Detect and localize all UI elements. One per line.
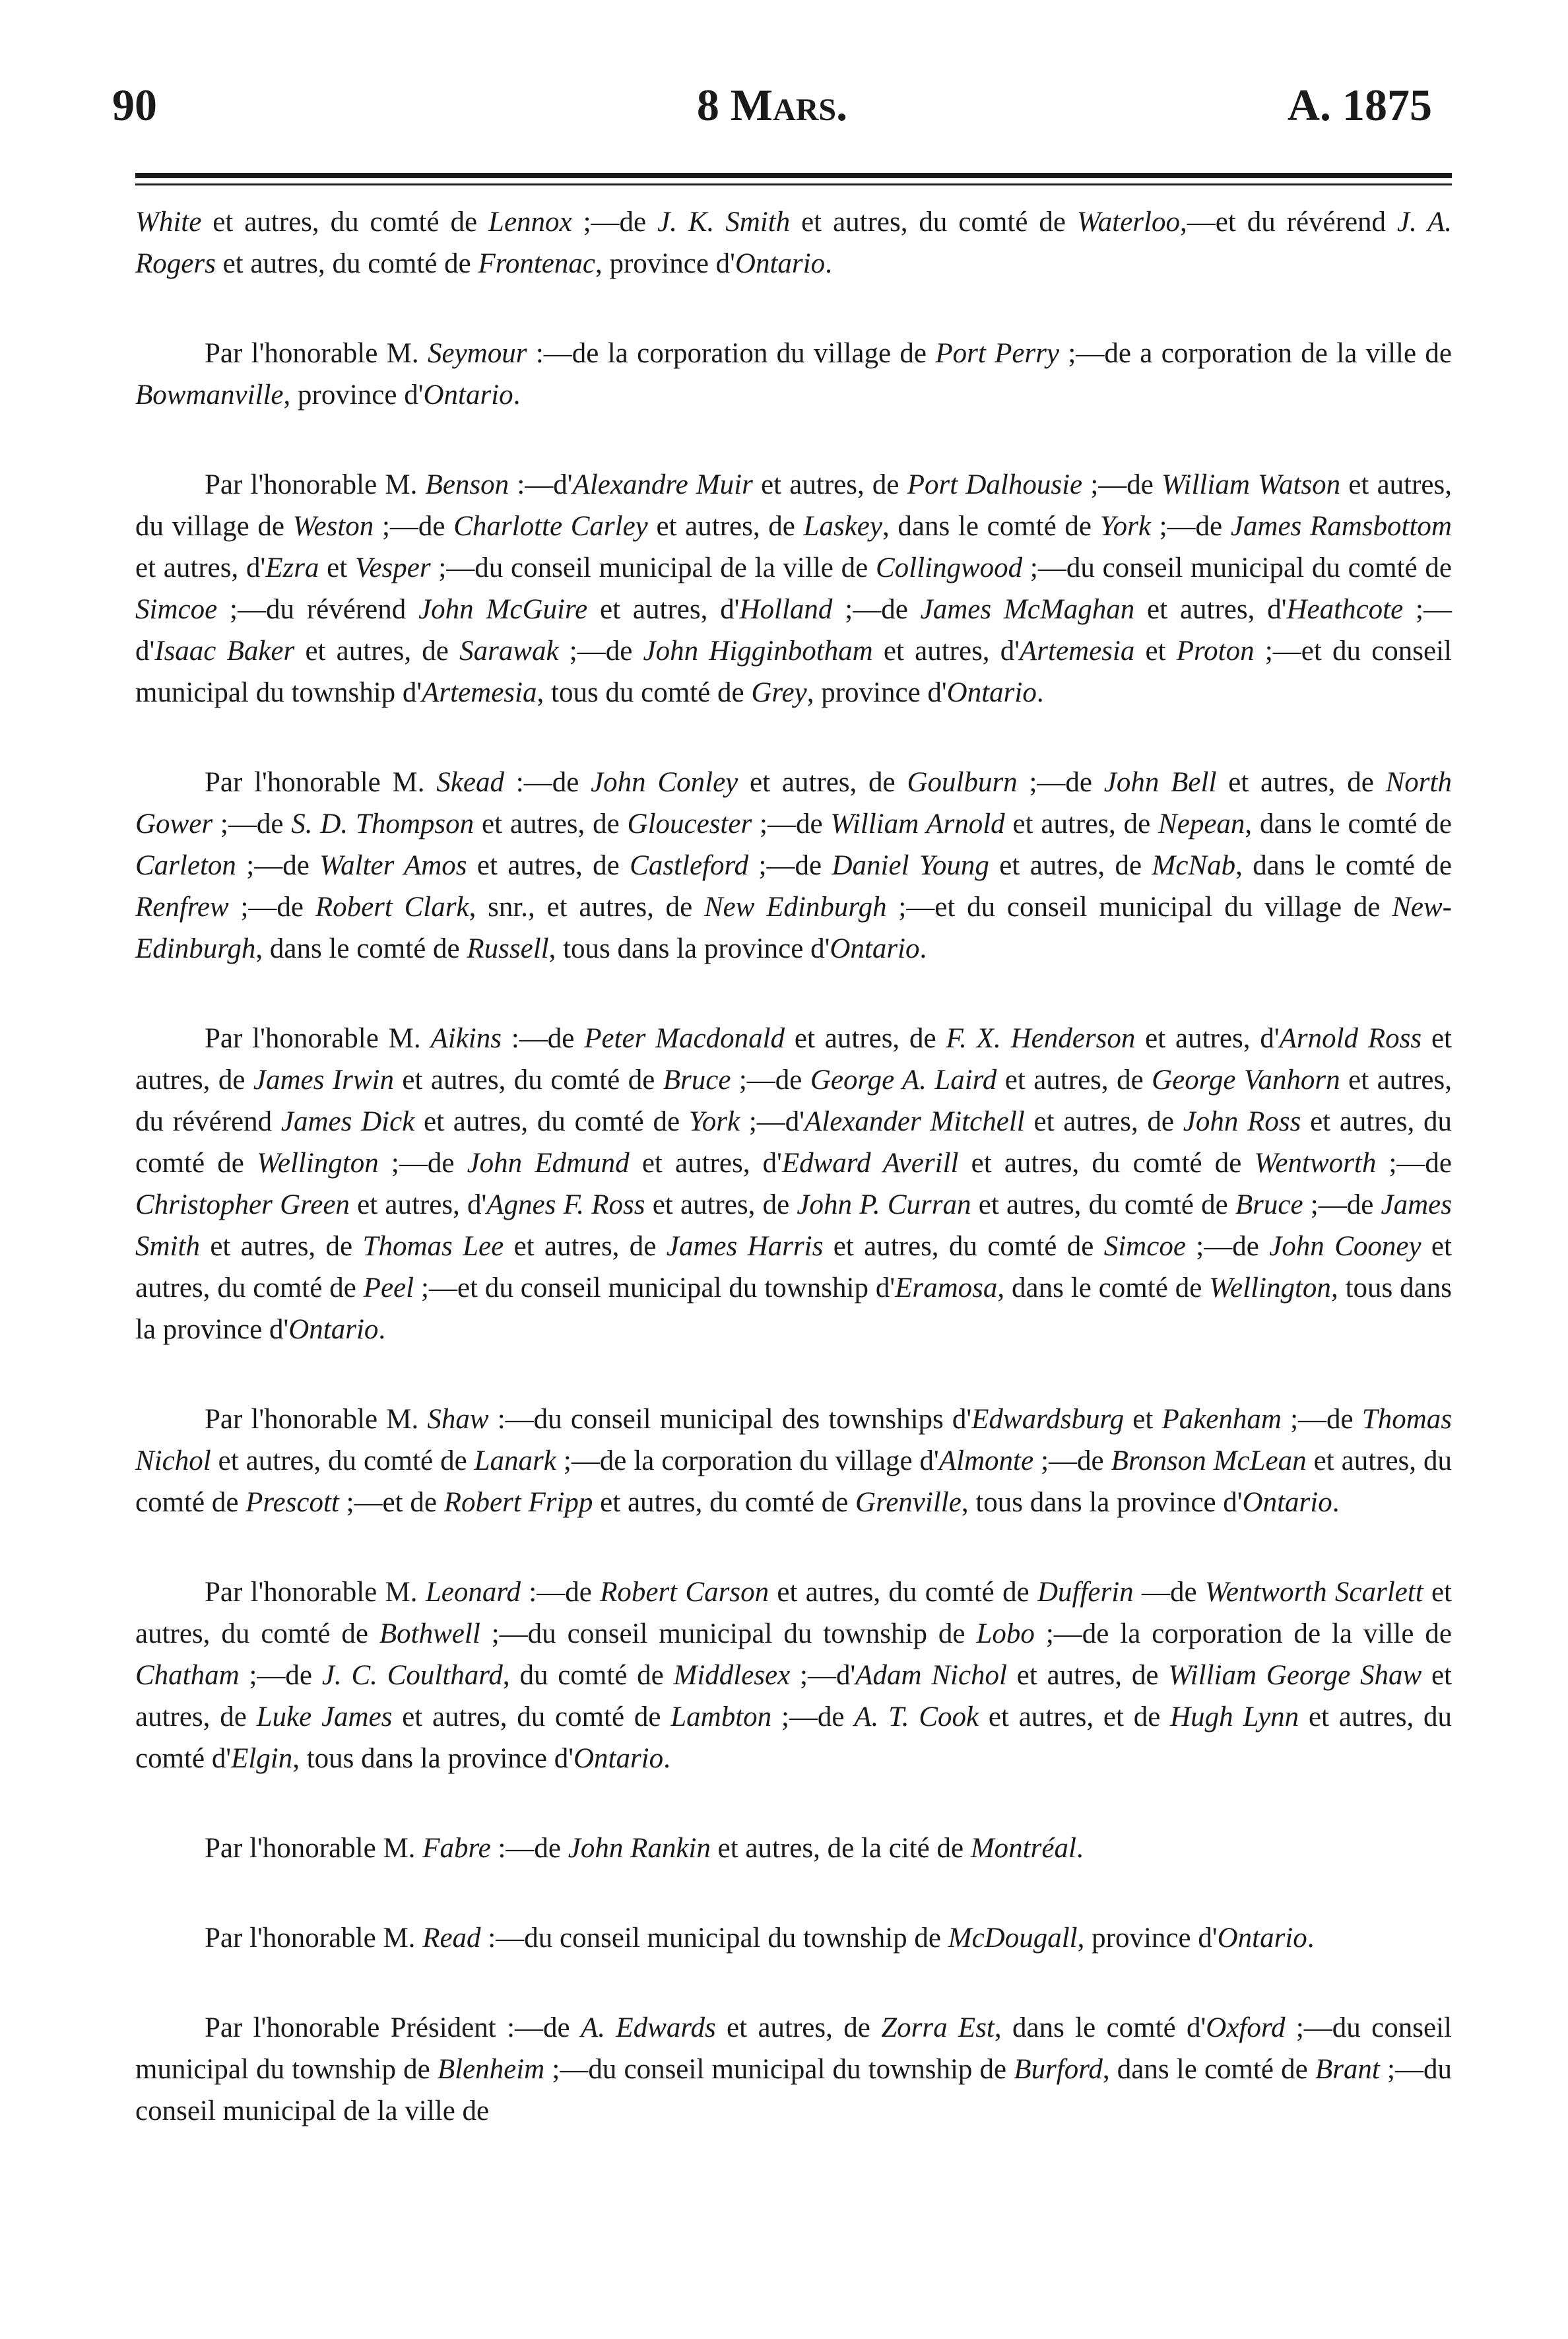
- italic-name: Read: [422, 1923, 481, 1954]
- text-run: ;—de: [378, 1148, 467, 1179]
- text-run: et autres, de: [738, 767, 907, 798]
- text-run: et autres, du comté d': [135, 1701, 1452, 1774]
- italic-name: Burford: [1014, 2054, 1103, 2085]
- text-run: ;—de la corporation de la ville de: [1034, 1618, 1452, 1649]
- text-run: , tous dans la province d': [961, 1487, 1243, 1518]
- italic-name: Thomas Lee: [362, 1231, 504, 1262]
- italic-name: James Harris: [666, 1231, 824, 1262]
- text-run: et autres, d': [587, 594, 740, 625]
- italic-name: New Edinburgh: [703, 892, 887, 923]
- italic-name: Fabre: [422, 1833, 491, 1864]
- italic-name: John Conley: [591, 767, 738, 798]
- text-run: et autres, du comté de: [201, 207, 489, 238]
- text-run: , dans le comté de: [1102, 2054, 1315, 2085]
- italic-name: Benson: [425, 469, 509, 500]
- italic-name: A. Edwards: [580, 2012, 716, 2043]
- running-header-date: 8 Mars.: [696, 80, 848, 130]
- italic-name: Robert Clark: [315, 892, 469, 923]
- text-run: ;—de: [1017, 767, 1104, 798]
- italic-name: Ontario: [946, 677, 1037, 708]
- italic-name: Vesper: [354, 552, 431, 583]
- text-run: ;—d': [740, 1106, 805, 1137]
- petition-paragraph: [135, 1018, 1452, 1350]
- italic-name: Artemesia: [422, 677, 537, 708]
- italic-name: William Arnold: [830, 808, 1005, 840]
- italic-name: Wentworth Scarlett: [1204, 1577, 1423, 1608]
- italic-name: Arnold Ross: [1279, 1023, 1422, 1054]
- italic-name: Goulburn: [907, 767, 1018, 798]
- header-rule-thin: [135, 183, 1452, 185]
- text-run: ;—du conseil municipal du township de: [544, 2054, 1014, 2085]
- italic-name: Brant: [1315, 2054, 1380, 2085]
- italic-name: J. C. Coulthard: [321, 1660, 503, 1691]
- text-run: :—du conseil municipal des townships d': [488, 1404, 972, 1435]
- text-run: et autres, d': [872, 636, 1020, 667]
- text-run: et autres, d': [349, 1189, 487, 1220]
- text-run: , dans le comté de: [255, 933, 467, 964]
- text-run: , province d': [283, 379, 424, 411]
- text-run: :—de: [504, 767, 591, 798]
- petition-paragraph: [135, 1571, 1452, 1779]
- text-run: et autres, du comté de: [971, 1189, 1235, 1220]
- text-run: ;—et du conseil municipal du village de: [886, 892, 1392, 923]
- text-run: et autres, du comté de: [135, 1231, 1452, 1303]
- italic-name: John Higginbotham: [643, 636, 873, 667]
- text-run: .: [663, 1743, 670, 1774]
- text-run: et autres, du village de: [135, 469, 1452, 542]
- italic-name: Walter Amos: [319, 850, 467, 881]
- text-run: ;—d': [135, 594, 1452, 667]
- italic-name: J. A. Rogers: [135, 207, 1452, 279]
- text-run: ;—de: [1185, 1231, 1270, 1262]
- text-run: ;—de: [1281, 1404, 1362, 1435]
- italic-name: Daniel Young: [832, 850, 989, 881]
- italic-name: Wentworth: [1254, 1148, 1377, 1179]
- text-run: et autres, du comté de: [211, 1445, 474, 1476]
- italic-name: Collingwood: [875, 552, 1023, 583]
- italic-name: Ontario: [830, 933, 920, 964]
- text-run: et autres, d': [629, 1148, 782, 1179]
- text-run: ;—de: [832, 594, 921, 625]
- text-run: ;—de: [236, 850, 320, 881]
- italic-name: John Rankin: [568, 1833, 711, 1864]
- italic-name: Agnes F. Ross: [486, 1189, 645, 1220]
- italic-name: White: [135, 207, 202, 238]
- text-run: et autres, de: [989, 850, 1152, 881]
- text-run: ;—du conseil municipal du township de: [480, 1618, 977, 1649]
- text-run: et autres, du comté de: [393, 1065, 663, 1096]
- text-run: ;—du conseil municipal du township de: [135, 2012, 1452, 2085]
- text-run: —de: [1133, 1577, 1205, 1608]
- italic-name: A. T. Cook: [854, 1701, 979, 1732]
- text-run: et autres, de: [467, 850, 630, 881]
- text-run: Par l'honorable M.: [205, 1404, 428, 1435]
- text-run: et autres, de: [1216, 767, 1386, 798]
- italic-name: Alexandre Muir: [572, 469, 753, 500]
- italic-name: Wellington: [256, 1148, 379, 1179]
- text-run: et autres, et de: [979, 1701, 1171, 1732]
- text-run: , dans le comté de: [1245, 808, 1452, 840]
- text-run: .: [1307, 1923, 1315, 1954]
- italic-name: William Watson: [1161, 469, 1341, 500]
- italic-name: Ezra: [265, 552, 319, 583]
- italic-name: Bowmanville: [135, 379, 284, 411]
- italic-name: Nepean: [1158, 808, 1245, 840]
- text-run: , du comté de: [502, 1660, 674, 1691]
- text-run: , dans le comté de: [882, 511, 1100, 542]
- text-run: et autres, de: [645, 1189, 797, 1220]
- petition-paragraph: [135, 1399, 1452, 1523]
- text-run: ;—et de: [339, 1487, 444, 1518]
- italic-name: John Edmund: [467, 1148, 630, 1179]
- italic-name: John McGuire: [418, 594, 588, 625]
- text-run: ;—de: [748, 850, 832, 881]
- italic-name: Simcoe: [135, 594, 218, 625]
- text-run: ;—de: [239, 1660, 322, 1691]
- italic-name: Simcoe: [1103, 1231, 1186, 1262]
- italic-name: Laskey: [803, 511, 882, 542]
- italic-name: Zorra Est: [881, 2012, 995, 2043]
- italic-name: Isaac Baker: [154, 636, 295, 667]
- document-body: [135, 201, 1452, 2132]
- text-run: ;—de: [1033, 1445, 1111, 1476]
- text-run: et autres, du comté de: [215, 248, 478, 279]
- text-run: et autres, du comté de: [135, 1445, 1453, 1518]
- petition-paragraph: [135, 1828, 1452, 1869]
- petition-paragraph: [135, 1917, 1452, 1959]
- italic-name: Ontario: [288, 1314, 379, 1345]
- text-run: et autres, de: [135, 1023, 1452, 1096]
- italic-name: F. X. Henderson: [946, 1023, 1136, 1054]
- text-run: :—de: [520, 1577, 601, 1608]
- petition-paragraph: [135, 464, 1452, 713]
- italic-name: Ontario: [1217, 1923, 1307, 1954]
- italic-name: Pakenham: [1161, 1404, 1282, 1435]
- italic-name: Bruce: [1235, 1189, 1303, 1220]
- text-run: Par l'honorable M.: [205, 1833, 423, 1864]
- italic-name: Gloucester: [627, 808, 752, 840]
- italic-name: Chatham: [135, 1660, 240, 1691]
- italic-name: Eramosa: [895, 1272, 998, 1303]
- text-run: Par l'honorable M.: [205, 767, 437, 798]
- italic-name: Lanark: [474, 1445, 556, 1476]
- text-run: et autres, de: [785, 1023, 946, 1054]
- text-run: Par l'honorable M.: [205, 1923, 423, 1954]
- italic-name: Lennox: [488, 207, 572, 238]
- text-run: .: [825, 248, 832, 279]
- text-run: .: [1076, 1833, 1084, 1864]
- text-run: et autres, du révérend: [135, 1065, 1453, 1137]
- text-run: .: [1332, 1487, 1340, 1518]
- text-run: , tous dans la province d': [548, 933, 830, 964]
- italic-name: Hugh Lynn: [1170, 1701, 1299, 1732]
- italic-name: Luke James: [256, 1701, 393, 1732]
- italic-name: McNab: [1152, 850, 1236, 881]
- text-run: ;—de: [752, 808, 831, 840]
- text-run: :—de la corporation du village de: [527, 338, 936, 369]
- text-run: , tous dans la province d': [135, 1272, 1452, 1345]
- italic-name: Ontario: [423, 379, 513, 411]
- text-run: ,—et du révérend: [1179, 207, 1397, 238]
- text-run: .: [378, 1314, 386, 1345]
- petition-paragraph: [135, 201, 1452, 284]
- italic-name: Frontenac: [478, 248, 595, 279]
- text-run: :—du conseil municipal du township de: [480, 1923, 948, 1954]
- text-run: .: [513, 379, 521, 411]
- text-run: :—de: [490, 1833, 568, 1864]
- italic-name: John Bell: [1103, 767, 1217, 798]
- text-run: et autres, du comté de: [135, 1106, 1452, 1179]
- text-run: et autres, du comté de: [392, 1701, 671, 1732]
- text-run: .: [919, 933, 927, 964]
- italic-name: Lobo: [976, 1618, 1035, 1649]
- italic-name: John Ross: [1183, 1106, 1301, 1137]
- italic-name: Leonard: [425, 1577, 521, 1608]
- text-run: ;—de: [771, 1701, 855, 1732]
- text-run: et: [319, 552, 355, 583]
- text-run: et autres, de: [715, 2012, 882, 2043]
- text-run: ;—de la corporation du village d': [556, 1445, 939, 1476]
- italic-name: Aikins: [430, 1023, 502, 1054]
- italic-name: Holland: [739, 594, 833, 625]
- text-run: , snr., et autres, de: [469, 892, 704, 923]
- text-run: , province d': [595, 248, 735, 279]
- text-run: et autres, du comté de: [790, 207, 1077, 238]
- italic-name: Robert Fripp: [443, 1487, 593, 1518]
- italic-name: Ontario: [573, 1743, 664, 1774]
- petition-paragraph: [135, 762, 1452, 970]
- text-run: et autres, du comté de: [958, 1148, 1255, 1179]
- italic-name: James Irwin: [253, 1065, 394, 1096]
- italic-name: Ontario: [735, 248, 826, 279]
- page-number: 90: [112, 80, 157, 130]
- italic-name: Bruce: [663, 1065, 731, 1096]
- italic-name: Alexander Mitchell: [804, 1106, 1025, 1137]
- italic-name: North Gower: [135, 767, 1452, 840]
- text-run: et autres, d': [1134, 594, 1287, 625]
- text-run: et autres, de: [752, 469, 907, 500]
- italic-name: Port Perry: [935, 338, 1060, 369]
- text-run: Par l'honorable M.: [205, 1023, 431, 1054]
- text-run: .: [1036, 677, 1044, 708]
- text-run: et autres, de: [199, 1231, 363, 1262]
- text-run: ;—et du conseil municipal du township d': [135, 636, 1452, 708]
- italic-name: McDougall: [948, 1923, 1078, 1954]
- italic-name: Wellington: [1209, 1272, 1331, 1303]
- text-run: et autres, de la cité de: [710, 1833, 971, 1864]
- running-header-year: A. 1875: [1287, 80, 1432, 130]
- text-run: , dans le comté d': [994, 2012, 1206, 2043]
- text-run: ;—du conseil municipal du comté de: [1022, 552, 1452, 583]
- text-run: , tous du comté de: [537, 677, 752, 708]
- italic-name: Shaw: [427, 1404, 489, 1435]
- text-run: et autres, d': [135, 552, 266, 583]
- italic-name: Peel: [363, 1272, 414, 1303]
- italic-name: Grey: [751, 677, 807, 708]
- italic-name: Blenheim: [437, 2054, 545, 2085]
- italic-name: Waterloo: [1076, 207, 1180, 238]
- italic-name: Weston: [292, 511, 374, 542]
- italic-name: Robert Carson: [600, 1577, 769, 1608]
- text-run: et: [1124, 1404, 1162, 1435]
- text-run: , tous dans la province d': [292, 1743, 573, 1774]
- italic-name: Edwardsburg: [971, 1404, 1125, 1435]
- italic-name: New-Edinburgh: [135, 892, 1452, 964]
- text-run: et autres, de: [1006, 1660, 1169, 1691]
- text-run: ;—de: [1303, 1189, 1381, 1220]
- italic-name: Renfrew: [135, 892, 229, 923]
- italic-name: York: [688, 1106, 740, 1137]
- text-run: Par l'honorable Président :—de: [205, 2012, 581, 2043]
- text-run: et autres, d': [1135, 1023, 1280, 1054]
- italic-name: Thomas Nichol: [135, 1404, 1452, 1476]
- text-run: et autres, de: [1024, 1106, 1183, 1137]
- text-run: et autres, du comté de: [769, 1577, 1037, 1608]
- text-run: ;—et du conseil municipal du township d': [414, 1272, 896, 1303]
- italic-name: Castleford: [630, 850, 749, 881]
- text-run: , province d': [806, 677, 947, 708]
- text-run: et autres, du comté de: [823, 1231, 1104, 1262]
- italic-name: Sarawak: [459, 636, 559, 667]
- italic-name: Heathcote: [1286, 594, 1404, 625]
- italic-name: S. D. Thompson: [291, 808, 474, 840]
- italic-name: James Ramsbottom: [1230, 511, 1452, 542]
- text-run: ;—du révérend: [217, 594, 419, 625]
- italic-name: James McMaghan: [920, 594, 1135, 625]
- italic-name: John P. Curran: [797, 1189, 971, 1220]
- italic-name: Montréal: [970, 1833, 1076, 1864]
- text-run: ;—du conseil municipal de la ville de: [135, 2054, 1452, 2126]
- italic-name: Russell: [467, 933, 549, 964]
- italic-name: Port Dalhousie: [907, 469, 1083, 500]
- text-run: , dans le comté de: [997, 1272, 1210, 1303]
- italic-name: Grenville: [855, 1487, 962, 1518]
- text-run: et autres, de: [474, 808, 628, 840]
- text-run: ;—de: [1376, 1148, 1453, 1179]
- text-run: et autres, de: [1004, 808, 1159, 840]
- italic-name: Adam Nichol: [855, 1660, 1007, 1691]
- italic-name: Elgin: [231, 1743, 293, 1774]
- petition-paragraph: [135, 2007, 1452, 2132]
- italic-name: Edward Averill: [781, 1148, 959, 1179]
- italic-name: Bothwell: [379, 1618, 480, 1649]
- italic-name: Dufferin: [1037, 1577, 1134, 1608]
- petition-paragraph: [135, 333, 1452, 416]
- italic-name: John Cooney: [1269, 1231, 1421, 1262]
- text-run: et autres, du comté de: [135, 1577, 1452, 1649]
- italic-name: Prescott: [245, 1487, 339, 1518]
- italic-name: Artemesia: [1020, 636, 1135, 667]
- italic-name: George A. Laird: [810, 1065, 997, 1096]
- text-run: ;—de: [1150, 511, 1231, 542]
- text-run: ;—de a corporation de la ville de: [1059, 338, 1453, 369]
- italic-name: York: [1099, 511, 1151, 542]
- text-run: ;—de: [731, 1065, 810, 1096]
- italic-name: George Vanhorn: [1152, 1065, 1340, 1096]
- text-run: ;—de: [228, 892, 315, 923]
- italic-name: Lambton: [670, 1701, 772, 1732]
- text-run: :—de: [501, 1023, 585, 1054]
- italic-name: Charlotte Carley: [453, 511, 648, 542]
- italic-name: Seymour: [428, 338, 527, 369]
- italic-name: Skead: [436, 767, 504, 798]
- text-run: Par l'honorable M.: [205, 469, 426, 500]
- text-run: ;—d': [790, 1660, 856, 1691]
- italic-name: Middlesex: [673, 1660, 791, 1691]
- text-run: Par l'honorable M.: [205, 1577, 426, 1608]
- text-run: et autres, de: [647, 511, 804, 542]
- italic-name: Carleton: [135, 850, 236, 881]
- text-run: et autres, du comté de: [593, 1487, 856, 1518]
- text-run: et autres, de: [294, 636, 460, 667]
- italic-name: Peter Macdonald: [584, 1023, 785, 1054]
- text-run: et autres, du comté de: [414, 1106, 689, 1137]
- page-header: [112, 79, 1432, 139]
- italic-name: James Dick: [280, 1106, 415, 1137]
- italic-name: James Smith: [135, 1189, 1452, 1262]
- text-run: , dans le comté de: [1235, 850, 1452, 881]
- text-run: :—d': [509, 469, 573, 500]
- italic-name: Proton: [1176, 636, 1255, 667]
- italic-name: Ontario: [1242, 1487, 1332, 1518]
- italic-name: Christopher Green: [135, 1189, 350, 1220]
- italic-name: Bronson McLean: [1111, 1445, 1307, 1476]
- header-rule-thick: [135, 173, 1452, 178]
- text-run: , province d': [1077, 1923, 1218, 1954]
- italic-name: J. K. Smith: [657, 207, 791, 238]
- text-run: ;—de: [558, 636, 643, 667]
- italic-name: Oxford: [1206, 2012, 1286, 2043]
- text-run: et autres, de: [504, 1231, 667, 1262]
- text-run: et: [1134, 636, 1177, 667]
- text-run: et autres, de: [996, 1065, 1152, 1096]
- text-run: ;—de: [572, 207, 658, 238]
- text-run: et autres, de: [135, 1660, 1452, 1732]
- italic-name: Almonte: [938, 1445, 1034, 1476]
- text-run: Par l'honorable M.: [205, 338, 428, 369]
- text-run: ;—du conseil municipal de la ville de: [430, 552, 876, 583]
- text-run: ;—de: [374, 511, 454, 542]
- text-run: ;—de: [212, 808, 292, 840]
- text-run: ;—de: [1082, 469, 1162, 500]
- italic-name: William George Shaw: [1168, 1660, 1422, 1691]
